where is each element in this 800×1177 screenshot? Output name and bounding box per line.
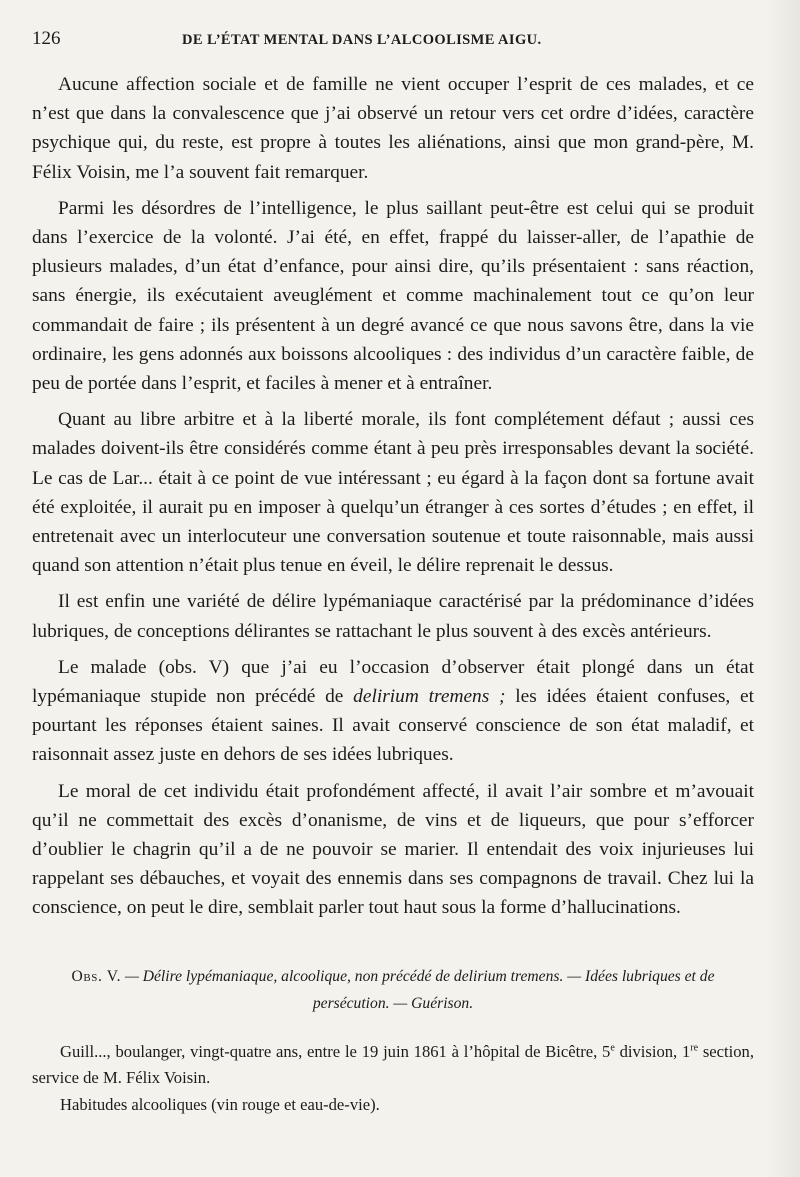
page-number: 126 [32,28,61,49]
observation-label: Obs. V. [71,967,122,985]
observation-text: section, service de M. Félix Voisin. [32,1041,754,1088]
italic-term: delirium tremens ; [353,686,506,708]
paragraph: Aucune affection sociale et de famille ne vient occuper l’esprit de ces malades, et ce n’est que dans la convalescence que j’ai observé un retour vers cet ordre d’idées, caractère psychique qui, du reste, est propre à toutes les aliénations, ainsi que mon grand-père, M. Félix Voisin, me l’a souvent fait remarquer. [32,74,754,183]
superscript: e [610,1042,615,1054]
observation-body [32,1039,754,1119]
page-edge-shadow [766,0,800,1177]
paragraph: Le moral de cet individu était profondément affecté, il avait l’air sombre et m’avouait qu’il ne commettait des excès d’onanisme, de vins et de liqueurs, que pour s’efforcer d’oublier le chagrin qu’il a de ne pouvoir se marier. Il entendait des voix injurieuses lui rappelant ses débauches, et voyait des ennemis dans ses compagnons de travail. Chez lui la conscience, on peut le dire, semblait parler tout haut sous la forme d’hallucinations. [32,780,754,919]
paragraph: Quant au libre arbitre et à la liberté morale, ils font complétement défaut ; aussi ces malades doivent-ils être considérés comme étant à peu près irresponsables devant la société. Le cas de Lar... était à ce point de vue intéressant ; eu égard à la façon dont sa fortune avait été exploitée, il aurait pu en imposer à quelqu’un étranger à ces sortes d’études ; en effet, il entretenait avec un interlocuteur une conversation soutenue et toute raisonnable, mais aussi quand son attention n’était plus tenue en éveil, le délire reprenait le dessus. [32,409,754,577]
paragraph-text: les idées étaient confuses, et pourtant les réponses étaient saines. Il avait conservé conscience de son état maladif, et raisonnait assez juste en dehors de ses idées lubriques. [32,686,754,766]
paragraph: Il est enfin une variété de délire lypémaniaque caractérisé par la prédominance d’idées lubriques, de conceptions délirantes se rattachant le plus souvent à des excès antérieurs. [32,591,754,642]
observation-paragraph [32,1039,754,1092]
running-title: DE L’ÉTAT MENTAL DANS L’ALCOOLISME AIGU. [182,32,542,48]
observation-heading [32,963,754,1017]
page-header [32,28,754,58]
paragraph: Parmi les désordres de l’intelligence, le plus saillant peut-être est celui qui se produit dans l’exercice de la volonté. J’ai été, en effet, frappé du laisser-aller, de l’apathie de plusieurs malades, d’un état d’enfance, pour ainsi dire, qu’ils présentaient : sans réaction, sans énergie, ils exécutaient aveuglément et comme machinalement tout ce qu’on leur commandait de faire ; ils présentent à un degré avancé ce que nous savons être, dans la vie ordinaire, les gens adonnés aux boissons alcooliques : des individus d’un caractère faible, de peu de portée dans l’esprit, et faciles à mener et à entraîner. [32,197,754,395]
observation-line: Habitudes alcooliques (vin rouge et eau-de-vie). [60,1094,380,1114]
observation-title: — Délire lypémaniaque, alcoolique, non précédé de delirium tremens. — Idées lubriques et de persécution. — Guérison. [121,967,715,1012]
paragraph [32,653,754,770]
observation-text: division, 1 [614,1041,691,1061]
superscript: re [690,1042,699,1054]
observation-text: Guill..., boulanger, vingt-quatre ans, entre le 19 juin 1861 à l’hôpital de Bicêtre, 5 [60,1041,611,1061]
paragraph-text: Le malade (obs. V) que j’ai eu l’occasion d’observer était plongé dans un état lypémaniaque stupide non précédé de [32,656,754,708]
body-text [32,70,754,923]
